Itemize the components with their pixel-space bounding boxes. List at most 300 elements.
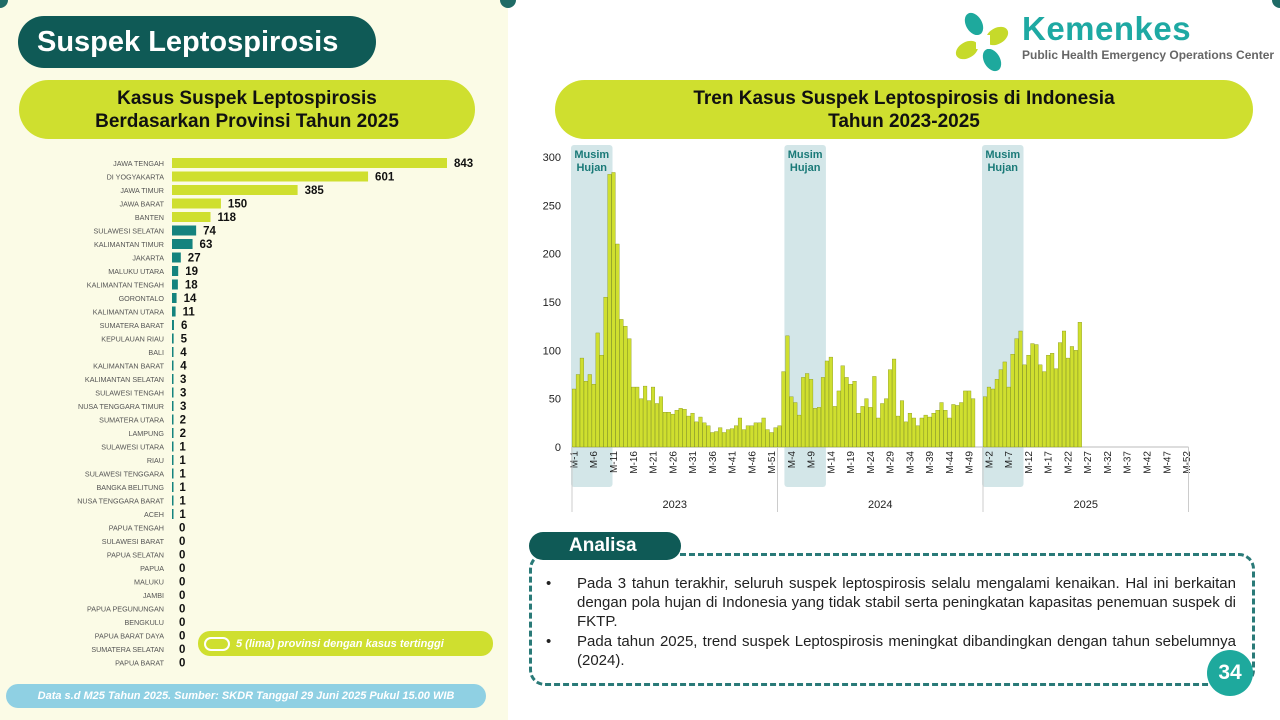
week-bar xyxy=(647,401,651,447)
week-bar xyxy=(675,410,679,447)
y-tick-label: 200 xyxy=(542,248,561,261)
week-bar xyxy=(588,375,592,448)
week-bar xyxy=(999,370,1003,447)
week-bar xyxy=(624,326,628,447)
week-bar xyxy=(849,384,853,447)
province-bar xyxy=(172,442,174,452)
week-bar xyxy=(1050,353,1054,447)
week-bar xyxy=(1058,343,1062,447)
week-bar xyxy=(671,414,675,447)
province-bar xyxy=(172,239,193,249)
week-bar xyxy=(963,391,967,447)
legend-text: 5 (lima) provinsi dengan kasus tertinggi xyxy=(236,637,444,650)
week-bar xyxy=(817,407,821,447)
x-tick-label: M-22 xyxy=(1063,451,1075,474)
week-bar xyxy=(762,418,766,447)
week-bar xyxy=(821,377,825,447)
week-bar xyxy=(596,333,600,447)
week-bar xyxy=(1038,365,1042,447)
season-label: Hujan xyxy=(576,162,608,174)
week-bar xyxy=(1019,331,1023,447)
province-value-label: 1 xyxy=(179,468,186,481)
week-bar xyxy=(1023,365,1027,447)
week-bar xyxy=(869,407,873,447)
province-bar xyxy=(172,320,174,330)
corner-dot xyxy=(1272,0,1280,8)
province-value-label: 1 xyxy=(179,441,186,454)
week-bar xyxy=(742,430,746,447)
x-tick-label: M-44 xyxy=(944,451,956,474)
week-bar xyxy=(730,429,734,447)
x-tick-label: M-42 xyxy=(1142,451,1154,474)
province-label: NUSA TENGGARA BARAT xyxy=(77,496,164,506)
x-tick-label: M-1 xyxy=(569,451,581,469)
x-tick-label: M-29 xyxy=(885,451,897,474)
season-label: Musim xyxy=(574,149,610,161)
province-value-label: 3 xyxy=(179,387,187,400)
data-source-footer: Data s.d M25 Tahun 2025. Sumber: SKDR Tanggal 29 Juni 2025 Pukul 15.00 WIB xyxy=(6,684,486,708)
week-bar xyxy=(584,381,588,447)
x-tick-label: M-24 xyxy=(865,451,877,474)
province-label: KALIMANTAN TIMUR xyxy=(93,240,164,249)
week-bar xyxy=(1015,339,1019,447)
week-bar xyxy=(861,406,865,447)
right-chart-title-line1: Tren Kasus Suspek Leptospirosis di Indonesia xyxy=(693,87,1115,109)
province-value-label: 1 xyxy=(179,495,186,508)
province-label: DI YOGYAKARTA xyxy=(106,172,164,182)
week-bar xyxy=(592,384,596,447)
province-label: RIAU xyxy=(146,456,164,465)
province-value-label: 0 xyxy=(179,657,186,670)
x-tick-label: M-36 xyxy=(707,451,719,474)
week-bar xyxy=(1066,358,1070,447)
province-label: JAWA BARAT xyxy=(119,199,164,209)
province-bar xyxy=(172,361,174,371)
week-bar xyxy=(809,379,813,447)
left-chart-title xyxy=(19,80,475,139)
province-label: JAKARTA xyxy=(132,253,164,263)
x-tick-label: M-14 xyxy=(826,451,838,474)
province-label: PAPUA BARAT DAYA xyxy=(94,631,164,641)
province-value-label: 150 xyxy=(227,198,248,211)
province-bar xyxy=(172,185,298,195)
province-bar xyxy=(172,334,174,344)
province-label: SULAWESI UTARA xyxy=(101,442,164,452)
week-bar xyxy=(908,413,912,447)
week-bar xyxy=(876,418,880,447)
week-bar xyxy=(580,358,584,447)
week-bar xyxy=(1078,322,1082,447)
x-tick-label: M-9 xyxy=(806,451,818,469)
logo-subtitle: Public Health Emergency Operations Center xyxy=(1022,48,1275,62)
week-bar xyxy=(655,404,659,448)
province-label: PAPUA BARAT xyxy=(115,658,164,668)
week-bar xyxy=(766,430,770,447)
province-label: GORONTALO xyxy=(118,294,164,303)
chart-legend xyxy=(198,631,493,656)
week-bar xyxy=(710,433,714,448)
week-bar xyxy=(572,389,576,447)
province-label: SULAWESI TENGAH xyxy=(95,388,164,398)
x-tick-label: M-26 xyxy=(668,451,680,474)
province-bar xyxy=(172,266,178,276)
province-bar xyxy=(172,253,181,263)
province-label: KEPULAUAN RIAU xyxy=(101,334,164,344)
province-bar xyxy=(172,374,174,384)
week-bar xyxy=(948,418,952,447)
kemenkes-logo-icon xyxy=(952,10,1016,76)
week-bar xyxy=(651,387,655,447)
week-bar xyxy=(797,415,801,447)
x-tick-label: M-4 xyxy=(786,451,798,469)
province-value-label: 0 xyxy=(179,644,186,656)
week-bar xyxy=(813,408,817,447)
week-bar xyxy=(995,379,999,447)
province-bar xyxy=(172,482,174,492)
week-bar xyxy=(604,297,608,447)
province-label: SUMATERA BARAT xyxy=(99,321,164,330)
week-bar xyxy=(639,399,643,447)
province-value-label: 18 xyxy=(184,279,198,292)
week-bar xyxy=(904,422,908,447)
province-label: KALIMANTAN SELATAN xyxy=(84,375,164,384)
week-bar xyxy=(600,355,604,447)
week-bar xyxy=(940,403,944,447)
province-bar xyxy=(172,199,221,209)
week-bar xyxy=(635,387,639,447)
x-tick-label: M-37 xyxy=(1122,451,1134,474)
province-bar xyxy=(172,469,174,479)
province-label: PAPUA SELATAN xyxy=(106,550,164,560)
y-tick-label: 300 xyxy=(542,152,561,164)
week-bar xyxy=(1074,350,1078,447)
week-bar xyxy=(758,423,762,447)
week-bar xyxy=(1027,355,1031,447)
province-value-label: 27 xyxy=(187,252,201,265)
week-bar xyxy=(1035,345,1039,447)
week-bar xyxy=(726,430,730,447)
week-bar xyxy=(892,359,896,447)
province-value-label: 0 xyxy=(179,630,186,643)
week-bar xyxy=(754,423,758,447)
province-label: MALUKU UTARA xyxy=(108,267,164,276)
x-tick-label: M-12 xyxy=(1023,451,1035,474)
week-bar xyxy=(845,377,849,447)
right-chart-title xyxy=(555,80,1253,139)
x-tick-label: M-32 xyxy=(1102,451,1114,474)
province-bar xyxy=(172,388,174,398)
year-label: 2025 xyxy=(1073,499,1098,511)
corner-dot xyxy=(500,0,516,8)
province-value-label: 118 xyxy=(217,212,237,224)
week-bar xyxy=(884,399,888,447)
province-label: BANGKA BELITUNG xyxy=(96,483,164,492)
page-title: Suspek Leptospirosis xyxy=(18,16,376,68)
province-value-label: 0 xyxy=(179,590,186,602)
week-bar xyxy=(932,413,936,447)
year-label: 2023 xyxy=(662,499,687,511)
province-bar xyxy=(172,158,447,168)
x-tick-label: M-27 xyxy=(1083,451,1095,474)
x-tick-label: M-6 xyxy=(589,451,601,469)
season-label: Hujan xyxy=(987,162,1019,174)
y-tick-label: 150 xyxy=(542,297,561,309)
week-bar xyxy=(1070,346,1074,447)
week-bar xyxy=(916,426,920,447)
week-bar xyxy=(805,374,809,447)
province-label: KALIMANTAN BARAT xyxy=(93,361,164,371)
x-tick-label: M-19 xyxy=(846,451,858,474)
province-value-label: 601 xyxy=(375,171,395,184)
week-bar xyxy=(1046,355,1050,447)
x-tick-label: M-21 xyxy=(648,451,660,474)
week-bar xyxy=(841,366,845,447)
season-label: Hujan xyxy=(789,162,821,174)
week-bar xyxy=(793,403,797,447)
week-bar xyxy=(987,387,991,447)
week-bar xyxy=(936,410,940,447)
province-value-label: 14 xyxy=(183,293,197,305)
province-bar xyxy=(172,455,174,465)
province-bar xyxy=(172,212,210,222)
province-value-label: 0 xyxy=(179,576,186,589)
week-bar xyxy=(687,416,691,447)
province-value-label: 74 xyxy=(203,225,216,238)
season-label: Musim xyxy=(985,149,1021,161)
x-tick-label: M-17 xyxy=(1043,451,1055,474)
analisa-label: Analisa xyxy=(529,532,681,560)
week-bar xyxy=(1062,331,1066,447)
province-bar xyxy=(172,307,176,317)
province-value-label: 0 xyxy=(179,603,186,616)
province-label: SULAWESI SELATAN xyxy=(93,226,164,236)
province-bar xyxy=(172,496,174,506)
week-bar xyxy=(786,336,790,447)
x-tick-label: M-46 xyxy=(747,451,759,474)
week-bar xyxy=(865,399,869,447)
province-label: JAWA TIMUR xyxy=(120,186,164,195)
week-bar xyxy=(880,404,884,448)
week-bar xyxy=(924,415,928,447)
week-bar xyxy=(872,376,876,447)
province-label: JAWA TENGAH xyxy=(113,159,164,168)
province-value-label: 5 xyxy=(180,333,188,346)
week-bar xyxy=(1042,372,1046,447)
season-label: Musim xyxy=(787,149,823,161)
province-value-label: 0 xyxy=(179,522,186,535)
week-bar xyxy=(679,408,683,447)
province-bar xyxy=(172,172,368,182)
province-value-label: 63 xyxy=(199,239,213,251)
week-bar xyxy=(695,422,699,447)
x-tick-label: M-47 xyxy=(1162,451,1174,474)
logo-name: Kemenkes xyxy=(1022,10,1192,47)
week-bar xyxy=(1003,362,1007,447)
right-chart-title-line2: Tahun 2023-2025 xyxy=(828,110,980,132)
week-bar xyxy=(707,426,711,447)
left-chart-title-line1: Kasus Suspek Leptospirosis xyxy=(117,87,377,109)
week-bar xyxy=(620,319,624,447)
province-label: BENGKULU xyxy=(124,618,164,627)
province-value-label: 2 xyxy=(179,414,187,427)
province-value-label: 3 xyxy=(179,401,187,413)
province-value-label: 0 xyxy=(179,536,186,548)
province-value-label: 1 xyxy=(179,509,186,521)
week-bar xyxy=(829,357,833,447)
province-value-label: 385 xyxy=(304,185,324,197)
x-tick-label: M-49 xyxy=(964,451,976,474)
corner-dot xyxy=(0,0,8,8)
week-bar xyxy=(991,389,995,447)
province-label: KALIMANTAN TENGAH xyxy=(86,280,164,290)
week-bar xyxy=(967,391,971,447)
week-bar xyxy=(801,377,805,447)
province-value-label: 1 xyxy=(179,455,186,467)
week-bar xyxy=(643,386,647,447)
week-bar xyxy=(770,433,774,448)
week-bar xyxy=(1054,369,1058,447)
province-value-label: 19 xyxy=(185,266,198,278)
province-value-label: 0 xyxy=(179,563,186,575)
week-bar xyxy=(699,417,703,447)
legend-swatch xyxy=(204,637,230,651)
week-bar xyxy=(778,426,782,447)
week-bar xyxy=(1007,387,1011,447)
province-bar xyxy=(172,226,196,236)
x-tick-label: M-16 xyxy=(628,451,640,474)
week-bar xyxy=(912,418,916,447)
kemenkes-logo xyxy=(952,10,1275,76)
province-bar-chart xyxy=(0,150,508,680)
y-tick-label: 250 xyxy=(542,200,561,213)
year-label: 2024 xyxy=(868,499,893,511)
week-bar xyxy=(738,418,742,447)
x-tick-label: M-41 xyxy=(727,451,739,474)
y-tick-label: 0 xyxy=(554,442,561,454)
week-bar xyxy=(683,409,687,447)
week-bar xyxy=(746,426,750,447)
week-bar xyxy=(857,413,861,447)
page-number: 34 xyxy=(1207,650,1253,696)
province-value-label: 843 xyxy=(454,158,474,170)
week-bar xyxy=(612,172,616,447)
province-label: PAPUA PEGUNUNGAN xyxy=(87,604,164,614)
week-bar xyxy=(627,339,631,447)
week-bar xyxy=(1011,354,1015,447)
week-bar xyxy=(959,403,963,447)
province-value-label: 1 xyxy=(179,482,186,494)
week-bar xyxy=(790,397,794,447)
province-label: ACEH xyxy=(144,510,164,519)
province-label: PAPUA xyxy=(140,564,164,573)
province-label: BANTEN xyxy=(134,213,164,222)
week-bar xyxy=(837,391,841,447)
week-bar xyxy=(750,426,754,447)
province-value-label: 3 xyxy=(179,374,187,386)
province-value-label: 0 xyxy=(179,617,186,629)
analisa-point: • Pada tahun 2025, trend suspek Leptospirosis meningkat dibandingkan dengan tahun sebelumnya (2024). xyxy=(544,632,1236,670)
province-value-label: 2 xyxy=(179,428,187,440)
week-bar xyxy=(608,174,612,447)
week-bar xyxy=(718,428,722,447)
analisa-list xyxy=(544,574,1236,670)
x-tick-label: M-34 xyxy=(905,451,917,474)
province-label: LAMPUNG xyxy=(128,429,164,438)
week-bar xyxy=(833,406,837,447)
province-bar xyxy=(172,347,174,357)
week-bar xyxy=(952,404,956,447)
week-bar xyxy=(900,401,904,447)
week-bar xyxy=(920,418,924,447)
x-tick-label: M-31 xyxy=(688,451,700,474)
province-label: SULAWESI TENGGARA xyxy=(84,469,164,479)
province-bar xyxy=(172,415,174,425)
week-bar xyxy=(691,413,695,447)
analisa-box xyxy=(529,553,1255,686)
y-tick-label: 100 xyxy=(542,345,561,358)
weekly-trend-chart xyxy=(520,140,1210,520)
week-bar xyxy=(896,416,900,447)
week-bar xyxy=(928,417,932,447)
x-tick-label: M-39 xyxy=(925,451,937,474)
province-bar xyxy=(172,280,178,290)
week-bar xyxy=(971,399,975,447)
week-bar xyxy=(782,372,786,447)
province-label: SULAWESI BARAT xyxy=(101,537,164,546)
week-bar xyxy=(734,426,738,447)
province-label: PAPUA TENGAH xyxy=(108,523,164,533)
province-value-label: 4 xyxy=(180,347,187,359)
province-bar xyxy=(172,401,174,411)
week-bar xyxy=(659,397,663,447)
week-bar xyxy=(853,381,857,447)
x-tick-label: M-51 xyxy=(767,451,779,474)
province-label: SUMATERA SELATAN xyxy=(91,645,164,654)
x-tick-label: M-11 xyxy=(608,451,620,474)
province-label: JAMBI xyxy=(142,591,164,600)
province-bar xyxy=(172,509,174,519)
week-bar xyxy=(722,433,726,448)
week-bar xyxy=(663,412,667,447)
x-tick-label: M-7 xyxy=(1004,451,1016,469)
week-bar xyxy=(1031,344,1035,447)
week-bar xyxy=(983,397,987,447)
province-value-label: 6 xyxy=(180,320,188,332)
week-bar xyxy=(888,370,892,447)
week-bar xyxy=(714,432,718,447)
province-label: NUSA TENGGARA TIMUR xyxy=(78,402,164,411)
province-value-label: 4 xyxy=(180,360,187,373)
province-bar xyxy=(172,293,177,303)
province-label: MALUKU xyxy=(134,577,164,587)
y-tick-label: 50 xyxy=(548,393,561,406)
x-tick-label: M-52 xyxy=(1182,451,1194,474)
week-bar xyxy=(944,410,948,447)
province-label: SUMATERA UTARA xyxy=(99,415,164,425)
week-bar xyxy=(703,423,707,447)
week-bar xyxy=(774,428,778,447)
week-bar xyxy=(616,244,620,447)
province-label: BALI xyxy=(148,348,164,357)
province-label: KALIMANTAN UTARA xyxy=(92,307,164,317)
week-bar xyxy=(631,387,635,447)
province-value-label: 0 xyxy=(179,549,186,562)
week-bar xyxy=(825,361,829,447)
week-bar xyxy=(955,405,959,447)
left-chart-title-line2: Berdasarkan Provinsi Tahun 2025 xyxy=(95,110,399,132)
x-tick-label: M-2 xyxy=(984,451,996,469)
province-value-label: 11 xyxy=(182,306,195,319)
